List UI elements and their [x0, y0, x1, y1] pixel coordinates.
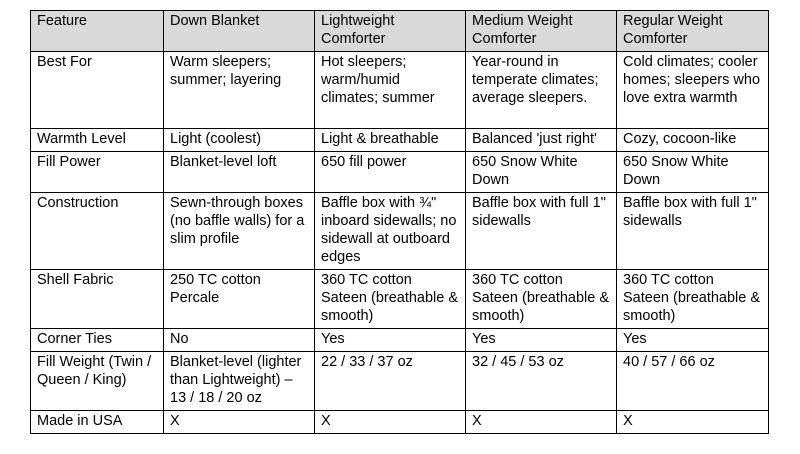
header-lightweight-comforter: Lightweight Comforter: [315, 11, 466, 52]
table-cell: Light & breathable: [315, 129, 466, 152]
table-cell: Light (coolest): [164, 129, 315, 152]
row-label: Shell Fabric: [31, 270, 164, 329]
table-row: [31, 152, 769, 193]
row-label: Fill Power: [31, 152, 164, 193]
table-cell: 650 Snow White Down: [466, 152, 617, 193]
table-row: [31, 129, 769, 152]
table-cell: X: [617, 411, 769, 434]
table-cell: Blanket-level loft: [164, 152, 315, 193]
table-cell: Sewn-through boxes (no baffle walls) for a slim profile: [164, 193, 315, 270]
table-cell: 650 fill power: [315, 152, 466, 193]
table-row: [31, 411, 769, 434]
table-cell: 360 TC cotton Sateen (breathable & smooth): [466, 270, 617, 329]
table-row: [31, 193, 769, 270]
header-regular-weight-comforter: Regular Weight Comforter: [617, 11, 769, 52]
table-cell: 32 / 45 / 53 oz: [466, 352, 617, 411]
table-cell: Balanced 'just right': [466, 129, 617, 152]
table-cell: Yes: [617, 329, 769, 352]
table-cell: 360 TC cotton Sateen (breathable & smooth): [315, 270, 466, 329]
header-medium-weight-comforter: Medium Weight Comforter: [466, 11, 617, 52]
table-cell: Hot sleepers; warm/humid climates; summer: [315, 52, 466, 129]
table-cell: Cozy, cocoon-like: [617, 129, 769, 152]
table-cell: Cold climates; cooler homes; sleepers who love extra warmth: [617, 52, 769, 129]
header-feature: Feature: [31, 11, 164, 52]
table-cell: Baffle box with ¾" inboard sidewalls; no sidewall at outboard edges: [315, 193, 466, 270]
table-cell: Baffle box with full 1" sidewalls: [466, 193, 617, 270]
table-row: [31, 270, 769, 329]
table-cell: X: [164, 411, 315, 434]
table-cell: No: [164, 329, 315, 352]
table-cell: Year-round in temperate climates; average sleepers.: [466, 52, 617, 129]
table-cell: 250 TC cotton Percale: [164, 270, 315, 329]
table-cell: X: [315, 411, 466, 434]
row-label: Best For: [31, 52, 164, 129]
table-row: [31, 329, 769, 352]
table-cell: 22 / 33 / 37 oz: [315, 352, 466, 411]
table-cell: Yes: [466, 329, 617, 352]
row-label: Corner Ties: [31, 329, 164, 352]
table-cell: 650 Snow White Down: [617, 152, 769, 193]
row-label: Construction: [31, 193, 164, 270]
header-down-blanket: Down Blanket: [164, 11, 315, 52]
row-label: Fill Weight (Twin / Queen / King): [31, 352, 164, 411]
table-cell: 360 TC cotton Sateen (breathable & smooth): [617, 270, 769, 329]
table-row: [31, 352, 769, 411]
table-cell: Baffle box with full 1" sidewalls: [617, 193, 769, 270]
table-cell: X: [466, 411, 617, 434]
table-cell: Yes: [315, 329, 466, 352]
row-label: Made in USA: [31, 411, 164, 434]
row-label: Warmth Level: [31, 129, 164, 152]
table-header-row: [31, 11, 769, 52]
table-cell: Warm sleepers; summer; layering: [164, 52, 315, 129]
table-row: [31, 52, 769, 129]
table-cell: 40 / 57 / 66 oz: [617, 352, 769, 411]
table-cell: Blanket-level (lighter than Lightweight) – 13 / 18 / 20 oz: [164, 352, 315, 411]
comparison-table: [30, 10, 769, 434]
